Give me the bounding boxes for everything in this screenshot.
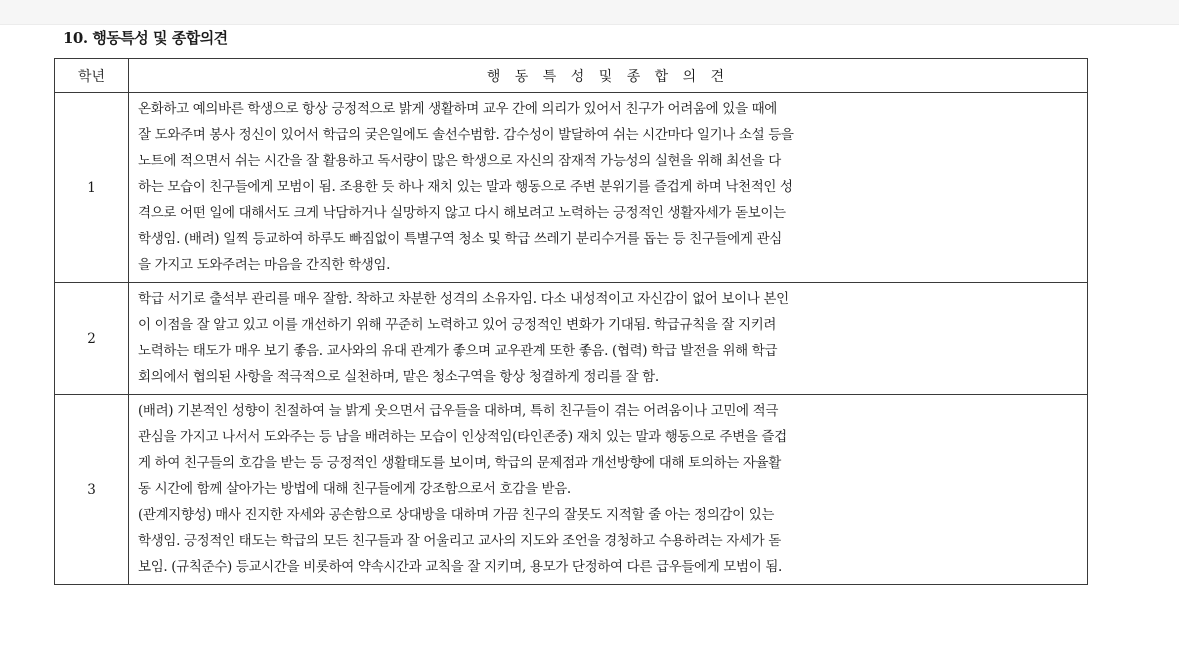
opinion-cell — [129, 93, 1088, 283]
header-grade: 학년 — [55, 59, 129, 93]
opinion-line: 동 시간에 함께 살아가는 방법에 대해 친구들에게 강조함으로서 호감을 받음. — [138, 481, 571, 497]
opinion-line: 격으로 어떤 일에 대해서도 크게 낙담하거나 실망하지 않고 다시 해보려고 노력하는 긍정적인 생활자세가 돋보이는 — [138, 205, 786, 221]
opinion-line: (배려) 기본적인 성향이 친절하여 늘 밝게 웃으면서 급우들을 대하며, 특히 친구들이 겪는 어려움이나 고민에 적극 — [138, 403, 779, 419]
opinion-line: 노트에 적으면서 쉬는 시간을 잘 활용하고 독서량이 많은 학생으로 자신의 잠재적 가능성의 실현을 위해 최선을 다 — [138, 153, 781, 169]
opinion-line: 회의에서 협의된 사항을 적극적으로 실천하며, 맡은 청소구역을 항상 청결하게 정리를 잘 함. — [138, 369, 659, 385]
top-toolbar-strip — [0, 0, 1179, 25]
table-row-grade-1 — [55, 93, 1088, 283]
opinion-line: 학급 서기로 출석부 관리를 매우 잘함. 착하고 차분한 성격의 소유자임. 다소 내성적이고 자신감이 없어 보이나 본인 — [138, 291, 789, 307]
opinion-line: (관계지향성) 매사 진지한 자세와 공손함으로 상대방을 대하며 가끔 친구의 잘못도 지적할 줄 아는 정의감이 있는 — [138, 507, 775, 523]
opinion-line: 하는 모습이 친구들에게 모범이 됨. 조용한 듯 하나 재치 있는 말과 행동으로 주변 분위기를 즐겁게 하며 낙천적인 성 — [138, 179, 793, 195]
table-header-row — [55, 59, 1088, 93]
behavior-opinion-table — [54, 58, 1088, 585]
opinion-line: 학생임. 긍정적인 태도는 학급의 모든 친구들과 잘 어울리고 교사의 지도와 조언을 경청하고 수용하려는 자세가 돋 — [138, 533, 781, 549]
opinion-cell — [129, 283, 1088, 395]
section-title: 10. 행동특성 및 종합의견 — [63, 29, 228, 47]
opinion-line: 을 가지고 도와주려는 마음을 간직한 학생임. — [138, 257, 391, 273]
opinion-line: 학생임. (배려) 일찍 등교하여 하루도 빠짐없이 특별구역 청소 및 학급 쓰레기 분리수거를 돕는 등 친구들에게 관심 — [138, 231, 782, 247]
opinion-line: 게 하여 친구들의 호감을 받는 등 긍정적인 생활태도를 보이며, 학급의 문제점과 개선방향에 대해 토의하는 자율활 — [138, 455, 781, 471]
opinion-cell — [129, 395, 1088, 585]
header-opinion: 행 동 특 성 및 종 합 의 견 — [129, 59, 1088, 93]
grade-cell: 2 — [55, 283, 129, 395]
opinion-line: 온화하고 예의바른 학생으로 항상 긍정적으로 밝게 생활하며 교우 간에 의리가 있어서 친구가 어려움에 있을 때에 — [138, 101, 777, 117]
grade-cell: 3 — [55, 395, 129, 585]
opinion-line: 이 이점을 잘 알고 있고 이를 개선하기 위해 꾸준히 노력하고 있어 긍정적인 변화가 기대됨. 학급규칙을 잘 지키려 — [138, 317, 777, 333]
opinion-line: 잘 도와주며 봉사 정신이 있어서 학급의 궂은일에도 솔선수범함. 감수성이 발달하여 쉬는 시간마다 일기나 소설 등을 — [138, 127, 794, 143]
table-row-grade-3 — [55, 395, 1088, 585]
opinion-line: 보임. (규칙준수) 등교시간을 비롯하여 약속시간과 교칙을 잘 지키며, 용모가 단정하여 다른 급우들에게 모범이 됨. — [138, 559, 782, 575]
opinion-line: 노력하는 태도가 매우 보기 좋음. 교사와의 유대 관계가 좋으며 교우관계 또한 좋음. (협력) 학급 발전을 위해 학급 — [138, 343, 778, 359]
table-row-grade-2 — [55, 283, 1088, 395]
opinion-line: 관심을 가지고 나서서 도와주는 등 남을 배려하는 모습이 인상적임(타인존중) 재치 있는 말과 행동으로 주변을 즐겁 — [138, 429, 787, 445]
grade-cell: 1 — [55, 93, 129, 283]
